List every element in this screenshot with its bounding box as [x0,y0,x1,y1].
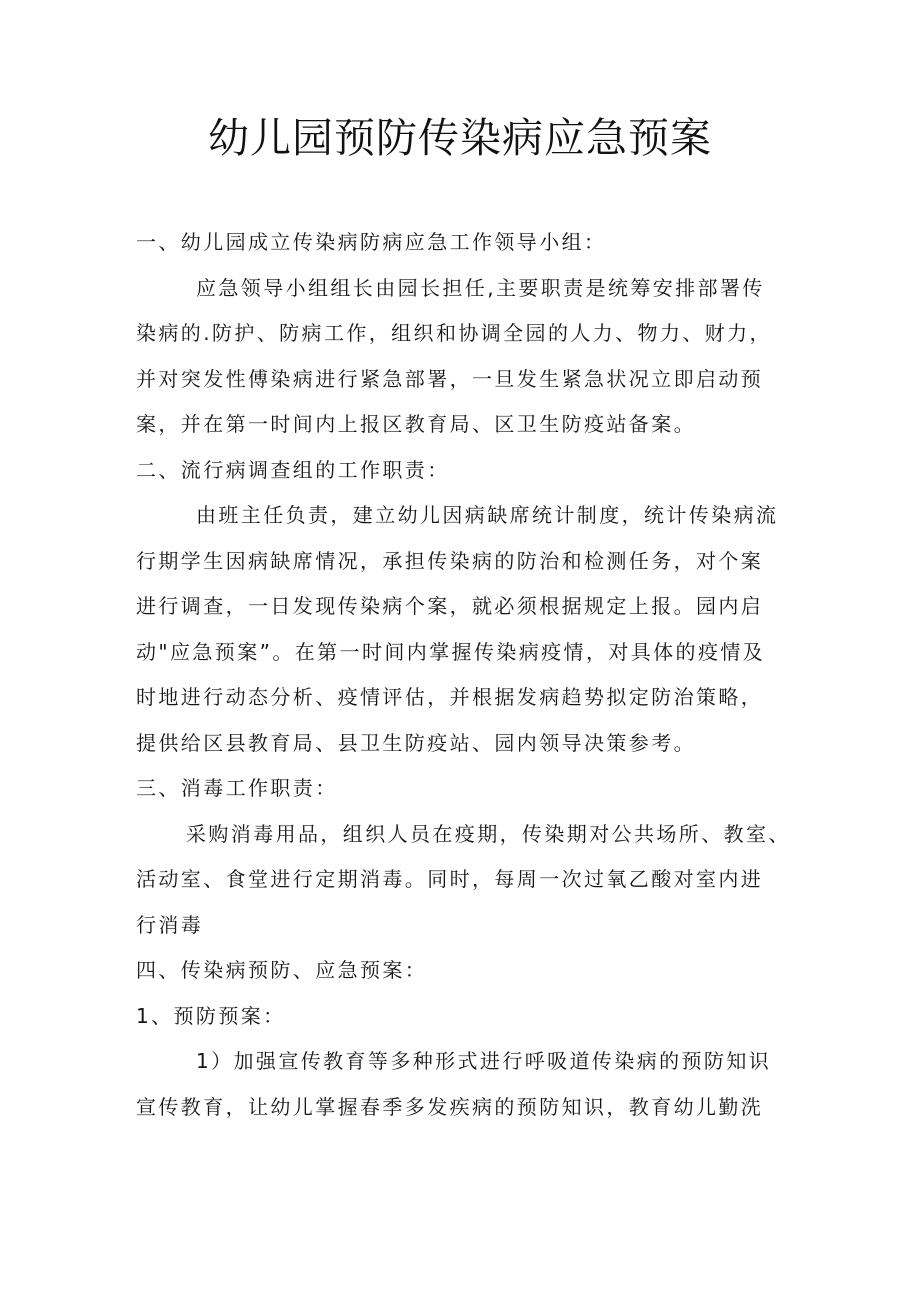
paragraph-line: 提供给区县教育局、县卫生防疫站、园内领导决策参考。 [136,730,696,755]
document-title: 幼儿园预防传染病应急预案 [208,114,712,162]
section-heading-1: 一、幼儿园成立传染病防病应急工作领导小组： [136,230,607,254]
paragraph-line: 动"应急预案”。在第一时间内掌握传染病疫情，对具体的疫情及 [136,639,766,664]
section-subheading-4-1: 1、预防预案： [136,1003,286,1028]
paragraph-line: 并对突发性傅染病进行紧急部署，一旦发生紧急状况立即启动预 [136,366,764,391]
document-body [136,220,796,1130]
section-heading-3: 三、消毒工作职责： [136,776,338,800]
paragraph-line: 应急领导小组组长由园长担任,主要职责是统筹安排部署传 [196,275,765,300]
section-paragraph-1 [136,266,796,448]
paragraph-line: 采购消毒用品，组织人员在疫期，传染期对公共场所、教室、 [186,821,791,846]
paragraph-line: 染病的.防护、防病工作，组织和协调全园的人力、物力、财力， [136,321,772,345]
section-paragraph-3 [136,812,796,949]
paragraph-line: 由班主任负责，建立幼儿因病缺席统计制度，统计传染病流 [196,503,779,527]
section-heading-4: 四、传染病预防、应急预案： [136,958,428,982]
paragraph-line: 行期学生因病缺席情况，承担传染病的防治和检测任务，对个案 [136,548,764,573]
paragraph-line: 行消毒 [136,912,204,937]
paragraph-line: 宣传教育，让幼儿掌握春季多发疾病的预防知识，教育幼儿勤洗 [136,1094,764,1119]
section-heading-2: 二、流行病调查组的工作职责： [136,457,450,482]
paragraph-line: 进行调查，一日发现传染病个案，就必须根据规定上报。园内启 [136,594,764,618]
paragraph-line: 活动室、食堂进行定期消毒。同时，每周一次过氧乙酸对室内进 [136,867,764,891]
paragraph-line: 时地进行动态分析、疫情评估，并根据发病趋势拟定防治策略， [136,685,764,709]
section-paragraph-4 [136,1039,796,1130]
section-paragraph-2 [136,493,796,766]
paragraph-line: 1）加强宣传教育等多种形式进行呼吸道传染病的预防知识 [196,1049,772,1073]
paragraph-line: 案，并在第一时间内上报区教育局、区卫生防疫站备案。 [136,412,696,436]
